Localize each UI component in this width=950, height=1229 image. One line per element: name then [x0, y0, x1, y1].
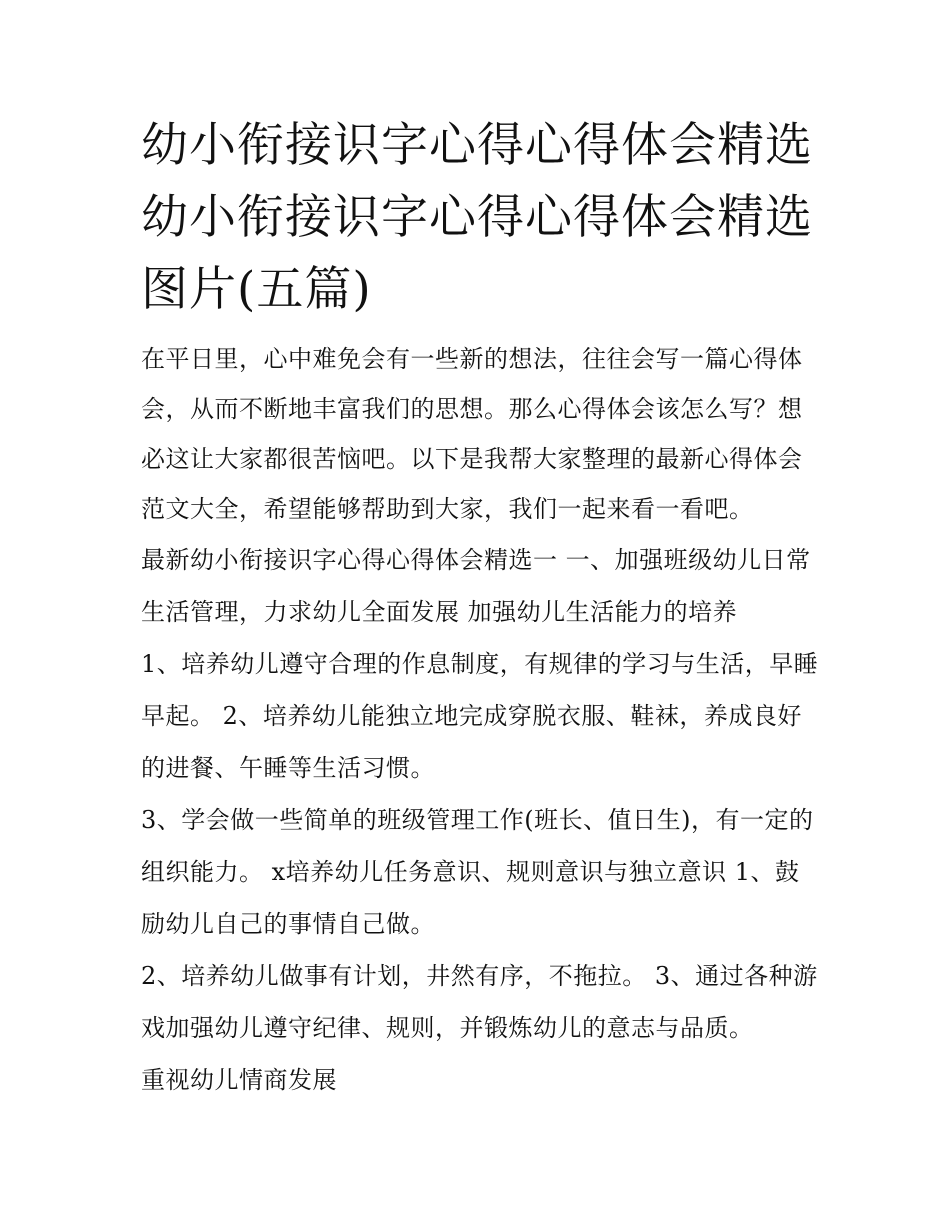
document-page	[141, 110, 821, 1106]
list-paragraph-3: 2、培养幼儿做事有计划，井然有序，不拖拉。 3、通过各种游戏加强幼儿遵守纪律、规则，并锻炼幼儿的意志与品质。	[141, 962, 818, 1042]
section-heading-paragraph: 最新幼小衔接识字心得心得体会精选一 一、加强班级幼儿日常生活管理，力求幼儿全面发展 加强幼儿生活能力的培养	[141, 546, 811, 626]
list-paragraph-1: 1、培养幼儿遵守合理的作息制度，有规律的学习与生活，早睡早起。 2、培养幼儿能独立地完成穿脱衣服、鞋袜，养成良好的进餐、午睡等生活习惯。	[141, 650, 819, 782]
document-title: 幼小衔接识字心得心得体会精选 幼小衔接识字心得心得体会精选图片(五篇)	[141, 118, 813, 317]
list-paragraph-2: 3、学会做一些简单的班级管理工作(班长、值日生)，有一定的组织能力。 x培养幼儿任务意识、规则意识与独立意识 1、鼓励幼儿自己的事情自己做。	[141, 806, 814, 938]
intro-paragraph: 在平日里，心中难免会有一些新的想法，往往会写一篇心得体会，从而不断地丰富我们的思想。那么心得体会该怎么写？想必这让大家都很苦恼吧。以下是我帮大家整理的最新心得体会范文大全，希望能够帮助到大家，我们一起来看一看吧。	[141, 345, 803, 523]
subheading-paragraph: 重视幼儿情商发展	[141, 1066, 337, 1094]
